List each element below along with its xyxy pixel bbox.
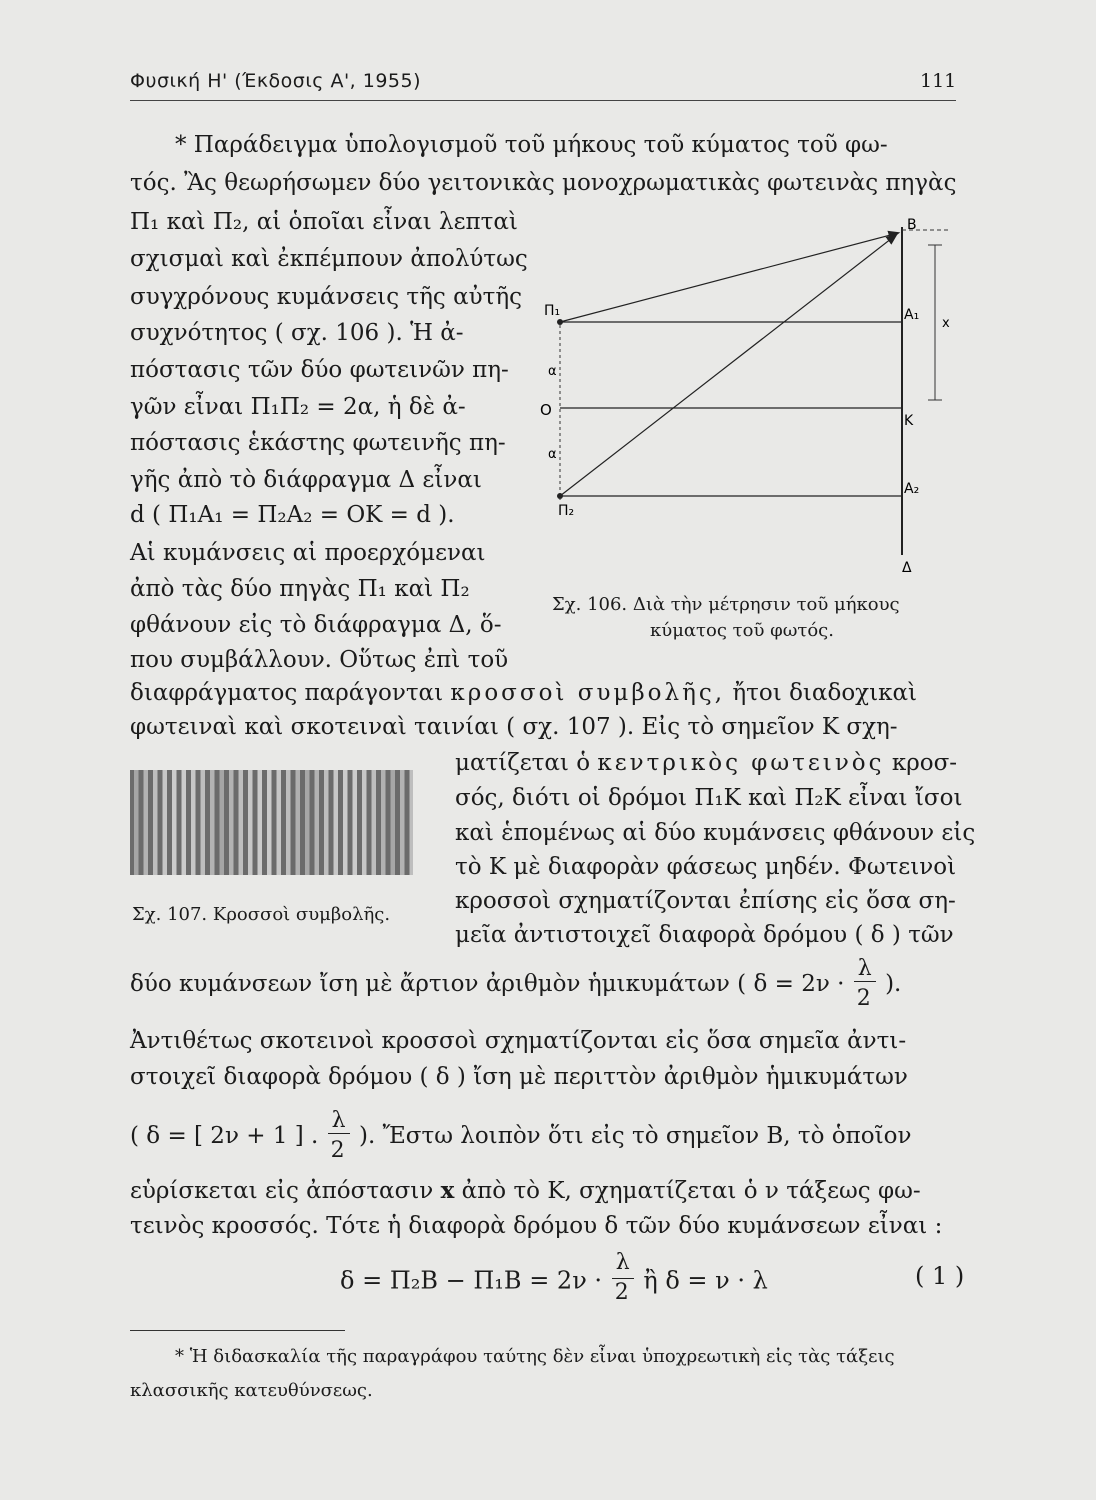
right-column-line: καὶ ἑπομένως αἱ δύο κυμάνσεις φθάνουν εἰς [455,820,976,846]
dark-fringes-line-2: στοιχεῖ διαφορὰ δρόμου ( δ ) ἴση μὲ περιττὸν ἀριθμὸν ἡμικυμάτων [130,1064,908,1090]
right-column-line: κροσσοὶ σχηματίζονται ἐπίσης εἰς ὅσα ση- [455,888,956,914]
bright-fringe [248,770,253,875]
dark-fringes-line-1: Ἀντιθέτως σκοτεινοὶ κροσσοὶ σχηματίζονται εἰς ὅσα σημεῖα ἀντι- [130,1028,907,1054]
ray-p2-b [560,235,896,496]
label-a2: A₂ [904,481,920,497]
bright-fringe [134,770,139,875]
bright-fringe [267,770,272,875]
bright-fringe [362,770,367,875]
bright-fringe [286,770,291,875]
page-number: 111 [920,70,957,92]
left-column-line: γῶν εἶναι Π₁Π₂ = 2α, ἡ δὲ ἀ- [130,394,466,420]
bright-fringe [334,770,339,875]
bright-fringe [191,770,196,875]
bright-fringe [229,770,234,875]
mid-line-1: διαφράγματος παράγονται κροσσοὶ συμβολῆς, ἤτοι διαδοχικαὶ [130,680,918,706]
right-column-line: τὸ Κ μὲ διαφορὰν φάσεως μηδέν. Φωτεινοὶ [455,854,957,880]
equation-1: δ = Π₂Β − Π₁Β = 2ν · $\frac{\lambda}{2}$ ἢ δ = ν · λ [340,1250,768,1305]
left-column-line: πόστασις ἑκάστης φωτεινῆς πη- [130,430,506,456]
emphasized-term: κροσσοὶ συμβολῆς, [450,680,726,706]
fraction-lambda-over-2: $\frac{\lambda}{2}$ [610,1262,636,1302]
bright-fringe [258,770,263,875]
left-column-line: ἀπὸ τὰς δύο πηγὰς Π₁ καὶ Π₂ [130,576,470,602]
path-difference-line: τεινὸς κροσσός. Τότε ἡ διαφορὰ δρόμου δ τῶν δύο κυμάνσεων εἶναι : [130,1213,943,1239]
fraction-lambda-over-2: $\frac{\lambda}{2}$ [326,1117,352,1157]
intro-line-1: * Παράδειγμα ὑπολογισμοῦ τοῦ μήκους τοῦ κύματος τοῦ φω- [175,132,888,158]
bright-fringe [153,770,158,875]
right-column-line: μεῖα ἀντιστοιχεῖ διαφορὰ δρόμου ( δ ) τῶν [455,922,954,948]
bright-fringe [172,770,177,875]
footnote-line-2: κλασσικῆς κατευθύνσεως. [130,1380,373,1401]
left-column-line: φθάνουν εἰς τὸ διάφραγμα Δ, ὅ- [130,612,502,638]
left-column-line: Π₁ καὶ Π₂, αἱ ὁποῖαι εἶναι λεπταὶ [130,209,518,235]
distance-x-line: εὑρίσκεται εἰς ἀπόστασιν x ἀπὸ τὸ Κ, σχηματίζεται ὁ ν τάξεως φω- [130,1177,921,1204]
left-column-line: γῆς ἀπὸ τὸ διάφραγμα Δ εἶναι [130,467,482,493]
label-x: x [942,316,950,331]
bright-fringe [210,770,215,875]
bright-fringe [201,770,206,875]
label-p1: Π₁ [544,303,561,319]
left-column-line: πόστασις τῶν δύο φωτεινῶν πη- [130,357,509,383]
right-column-line: σός, διότι οἱ δρόμοι Π₁Κ καὶ Π₂Κ εἶναι ἴσοι [455,785,963,811]
bright-fringe [163,770,168,875]
left-column-line: d ( Π₁Α₁ = Π₂Α₂ = ΟΚ = d ). [130,502,455,528]
bright-fringe [400,770,405,875]
label-alpha-bottom: α [548,447,557,462]
label-p2: Π₂ [558,503,575,519]
header-rule [130,100,956,101]
point-p1 [557,319,563,325]
figure-107-fringes-photo [130,770,413,875]
bright-fringe [239,770,244,875]
even-fringes-line: δύο κυμάνσεων ἴση μὲ ἄρτιον ἀριθμὸν ἡμικυμάτων ( δ = 2ν · $\frac{\lambda}{2}$ ). [130,956,902,1011]
intro-line-2: τός. Ἂς θεωρήσωμεν δύο γειτονικὰς μονοχρωματικὰς φωτεινὰς πηγὰς [130,170,957,196]
bright-fringe [324,770,329,875]
running-header: Φυσική Η' (Έκδοσις Α', 1955) [130,70,422,92]
label-b: B [907,217,917,233]
bright-fringe [391,770,396,875]
bright-fringe [343,770,348,875]
left-column-line: που συμβάλλουν. Οὕτως ἐπὶ τοῦ [130,647,509,673]
label-a1: A₁ [904,307,920,323]
footnote-line-1: * Ἡ διδασκαλία τῆς παραγράφου ταύτης δὲν εἶναι ὑποχρεωτικὴ εἰς τὰς τάξεις [175,1346,895,1367]
bright-fringe [353,770,358,875]
bright-fringe [305,770,310,875]
mid-line-2: φωτειναὶ καὶ σκοτειναὶ ταινίαι ( σχ. 107 ). Εἰς τὸ σημεῖον Κ σχη- [130,714,898,740]
figure-107-caption: Σχ. 107. Κροσσοὶ συμβολῆς. [132,904,391,925]
variable-x: x [440,1177,455,1204]
emphasized-term: κεντρικὸς φωτεινὸς [597,750,885,776]
figure-106-caption-line-1: Σχ. 106. Διὰ τὴν μέτρησιν τοῦ μήκους [552,594,900,615]
equation-number: ( 1 ) [915,1262,965,1290]
left-column-line: συγχρόνους κυμάνσεις τῆς αὐτῆς [130,284,522,310]
fraction-lambda-over-2: $\frac{\lambda}{2}$ [852,965,878,1005]
left-column-line: συχνότητος ( σχ. 106 ). Ἡ ἀ- [130,320,464,346]
figure-106-caption-line-2: κύματος τοῦ φωτός. [650,620,834,641]
bright-fringe [296,770,301,875]
bright-fringe [410,770,414,875]
bright-fringe [144,770,149,875]
bright-fringe [372,770,377,875]
bright-fringe [315,770,320,875]
bright-fringe [381,770,386,875]
figure-106-diagram [530,215,970,585]
footnote-rule [130,1330,345,1331]
label-delta: Δ [902,560,912,576]
label-k: K [904,413,914,429]
ray-p1-b [560,233,898,322]
left-column-line: σχισμαὶ καὶ ἐκπέμπουν ἀπολύτως [130,246,528,272]
point-p2 [557,493,563,499]
odd-fringes-formula-line: ( δ = [ 2ν + 1 ] . $\frac{\lambda}{2}$ ). Ἔστω λοιπὸν ὅτι εἰς τὸ σημεῖον Β, τὸ ὁποῖον [130,1108,912,1163]
label-alpha-top: α [548,364,557,379]
bright-fringe [277,770,282,875]
fringes-pattern [130,770,413,875]
right-column-line-1: ματίζεται ὁ κεντρικὸς φωτεινὸς κροσ- [455,750,958,776]
bright-fringe [220,770,225,875]
bright-fringe [182,770,187,875]
label-o: O [540,401,552,419]
left-column-line: Αἱ κυμάνσεις αἱ προερχόμεναι [130,540,486,566]
